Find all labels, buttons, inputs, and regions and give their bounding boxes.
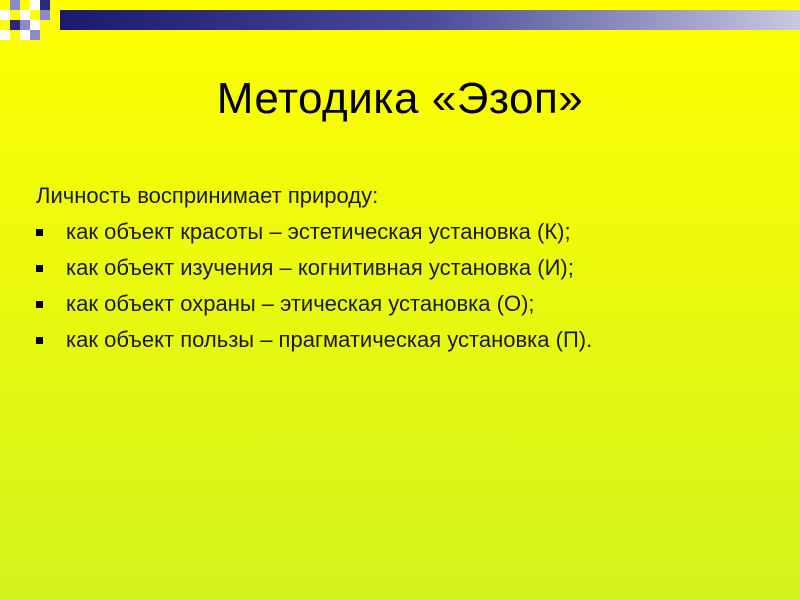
- decoration-square-icon: [40, 10, 50, 20]
- decoration-square-icon: [20, 20, 30, 30]
- decoration-square-icon: [40, 0, 50, 10]
- decoration-square-icon: [10, 0, 20, 10]
- decoration-square-icon: [30, 30, 40, 40]
- top-gradient-bar: [60, 10, 800, 30]
- decoration-square-icon: [30, 20, 40, 30]
- decoration-square-icon: [30, 0, 40, 10]
- decoration-square-icon: [20, 10, 30, 20]
- list-item-text: как объект изучения – когнитивная установка (И);: [66, 255, 574, 280]
- square-bullet-icon: [36, 301, 43, 308]
- square-bullet-icon: [36, 265, 43, 272]
- decoration-square-icon: [0, 30, 10, 40]
- list-item: [36, 214, 776, 250]
- list-item: [36, 250, 776, 286]
- list-item: [36, 322, 776, 358]
- slide-title: Методика «Эзоп»: [216, 74, 584, 123]
- decoration-square-icon: [0, 10, 10, 20]
- bullet-list: [36, 214, 776, 358]
- intro-text: Личность воспринимает природу:: [36, 183, 379, 208]
- list-item-text: как объект охраны – этическая установка (О);: [66, 291, 535, 316]
- square-bullet-icon: [36, 337, 43, 344]
- decoration-square-icon: [20, 30, 30, 40]
- slide-content: [36, 178, 776, 358]
- top-decoration: [0, 0, 800, 40]
- list-item-text: как объект красоты – эстетическая установка (К);: [66, 219, 571, 244]
- decoration-square-icon: [10, 20, 20, 30]
- list-item: [36, 286, 776, 322]
- square-bullet-icon: [36, 229, 43, 236]
- list-item-text: как объект пользы – прагматическая установка (П).: [66, 327, 593, 352]
